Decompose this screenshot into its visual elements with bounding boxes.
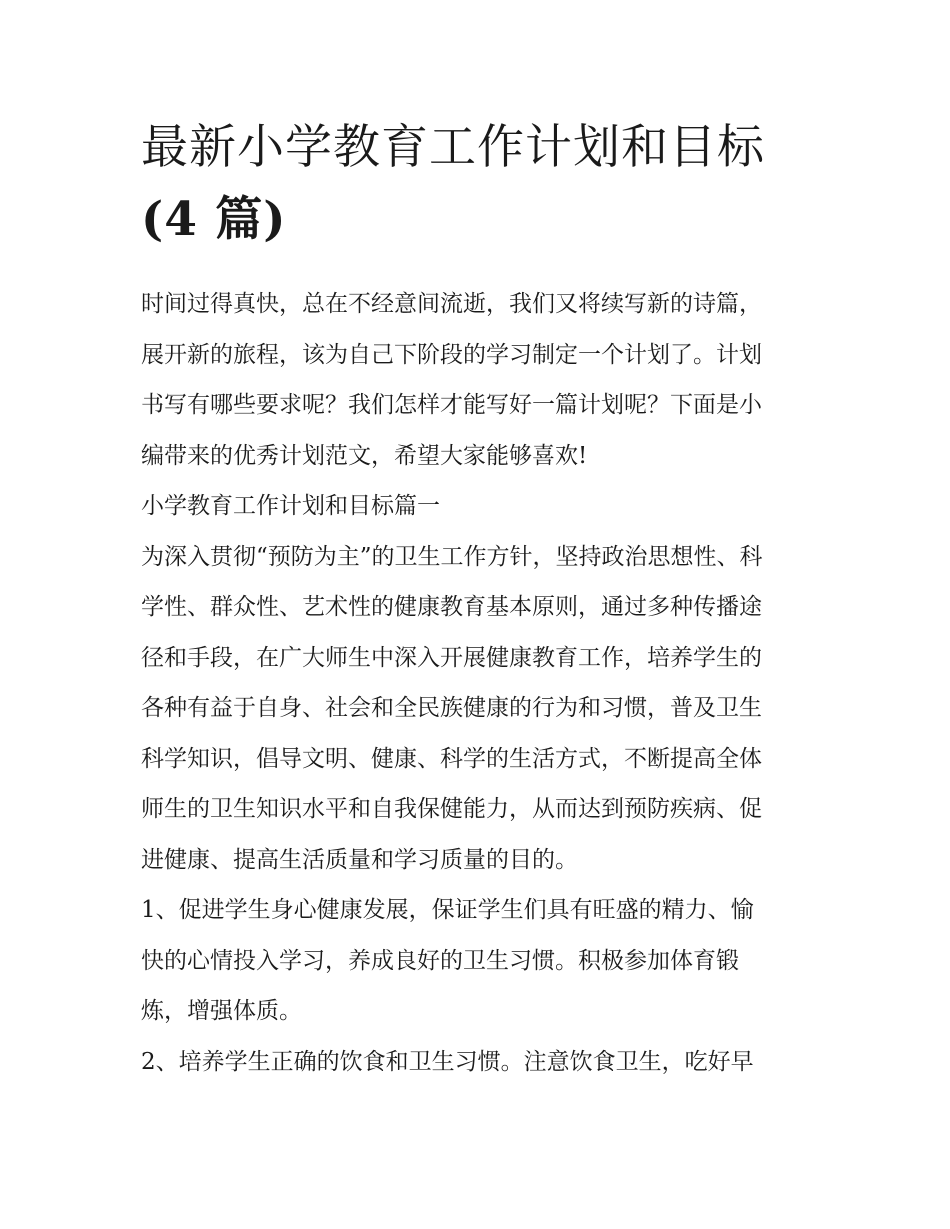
paragraph-line: 各种有益于自身、社会和全民族健康的行为和习惯，普及卫生 [141, 695, 762, 721]
intro-line: 时间过得真快，总在不经意间流逝，我们又将续写新的诗篇， [141, 291, 762, 317]
paragraph-line: 为深入贯彻“预防为主”的卫生工作方针，坚持政治思想性、科 [141, 543, 763, 570]
paragraph-line: 径和手段，在广大师生中深入开展健康教育工作，培养学生的 [141, 644, 762, 671]
list-item-line: 快的心情投入学习，养成良好的卫生习惯。积极参加体育锻 [141, 947, 739, 974]
document-body [141, 279, 821, 1087]
title-line-1: 最新小学教育工作计划和目标 [141, 120, 765, 175]
title-line-2: (4 篇) [141, 192, 287, 247]
list-item-line: 2、培养学生正确的饮食和卫生习惯。注意饮食卫生，吃好早 [141, 1048, 754, 1075]
paragraph-line: 学性、群众性、艺术性的健康教育基本原则，通过多种传播途 [141, 594, 762, 620]
paragraph-line: 师生的卫生知识水平和自我保健能力，从而达到预防疾病、促 [141, 796, 762, 822]
section-heading: 小学教育工作计划和目标篇一 [141, 493, 440, 519]
paragraph-line: 科学知识，倡导文明、健康、科学的生活方式，不断提高全体 [141, 745, 762, 772]
intro-line: 书写有哪些要求呢？我们怎样才能写好一篇计划呢？下面是小 [141, 392, 762, 418]
document-title [141, 112, 821, 256]
paragraph-line: 进健康、提高生活质量和学习质量的目的。 [141, 846, 578, 873]
intro-line: 展开新的旅程，该为自己下阶段的学习制定一个计划了。计划 [141, 341, 762, 368]
list-item-line: 1、促进学生身心健康发展，保证学生们具有旺盛的精力、愉 [141, 897, 754, 923]
list-item-line: 炼，增强体质。 [141, 998, 302, 1024]
intro-line: 编带来的优秀计划范文，希望大家能够喜欢! [141, 442, 588, 469]
